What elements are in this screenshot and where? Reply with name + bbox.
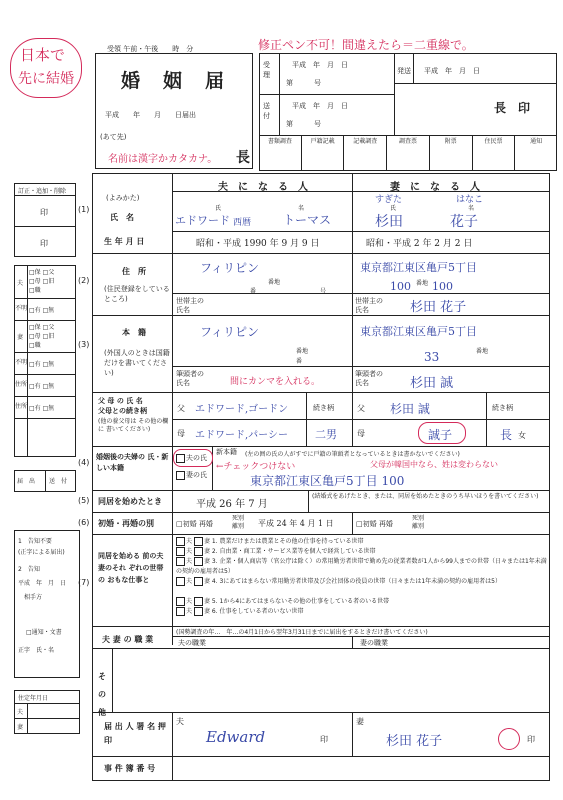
cohabit-date[interactable]: 平成 26 年 7 月 <box>196 499 268 510</box>
office-col: 戸籍記載 <box>302 136 345 170</box>
office-col: 記載調査 <box>344 136 387 170</box>
h-first-marriage[interactable]: □初婚 再婚 <box>176 520 213 528</box>
residence-date: 住定年月日 <box>18 695 49 702</box>
husband-job-label: 夫の職業 <box>178 639 206 647</box>
occupation-item-3[interactable]: 夫 妻 3. 企業・個人商店等（官公庁は除く）の常用勤労者世帯で勤め先の従業者数が1人から99人までの世帯（日々または1年未満の契約の雇用者は5） <box>176 558 547 575</box>
form-title: 婚 姻 届 <box>121 70 227 92</box>
parents-label: 父 母 の 氏 名 父母との続き柄 <box>98 397 147 415</box>
h-relation[interactable]: 二男 <box>315 428 337 441</box>
w-surname[interactable]: 杉田 <box>375 214 403 230</box>
section-5: (5) <box>78 496 90 505</box>
annotation-parents-note: 間にカンマを入れる。 <box>230 377 321 387</box>
w-banchi: 番地 <box>416 280 429 287</box>
w-honseki-no[interactable]: 33 <box>424 350 440 364</box>
dispatch-label: 発送 <box>397 67 411 75</box>
w-banchi-value-2[interactable]: 100 <box>432 280 453 293</box>
parents-note-label: (他の養父母は その他の欄に 書いてください) <box>98 418 169 433</box>
h-surname-label: 氏 <box>215 205 222 212</box>
cohabit-label: 同居を始めたとき <box>98 497 162 506</box>
w-honseki-banchi: 番地 <box>476 348 489 355</box>
side-seal-2: 印 <box>40 239 48 248</box>
marriage-name-label: 婚姻後の夫婦の 氏・新しい本籍 <box>96 453 169 472</box>
side-row-label: 夫 <box>17 280 24 287</box>
honseki-note: (外国人のときは国籍だけを書いてください) <box>104 349 170 377</box>
occupation-item-6[interactable]: 夫 妻 6. 仕事をしている者のいない世帯 <box>176 607 548 617</box>
office-cols <box>259 136 557 170</box>
w-mother-label: 母 <box>357 429 365 438</box>
to-label: (あて先) <box>100 133 127 141</box>
w-head-label: 筆頭者の氏名 <box>355 370 383 387</box>
delivery-date: 平成 年 月 日 <box>292 102 348 110</box>
reception-label: 受理 <box>263 61 270 79</box>
annotation-name-note: 名前は漢字かカタカナ。 <box>108 154 218 165</box>
residence-wife: 妻 <box>17 724 24 731</box>
h-honseki[interactable]: フィリピン <box>200 325 260 339</box>
verify-send: 送 付 <box>49 478 68 485</box>
receipt-line: 受領 午前・午後 時 分 <box>107 45 194 53</box>
section-3: (3) <box>78 340 90 349</box>
annotation-stamp-line1: 日本で <box>20 46 66 64</box>
notice-person: 相手方 <box>24 594 43 601</box>
section-6: (6) <box>78 518 90 527</box>
w-seal: 印 <box>527 735 535 744</box>
verify-submit: 届 出 <box>17 478 36 485</box>
remarriage-date[interactable]: 平成 24 年 4 月 1 日 <box>258 519 334 528</box>
office-col: 調査票 <box>387 136 430 170</box>
new-reg-value[interactable]: 東京都江東区亀戸5丁目 100 <box>250 474 405 488</box>
w-sign-label: 妻 <box>356 717 364 726</box>
side-seal-1: 印 <box>40 208 48 217</box>
h-sign-label: 夫 <box>176 717 184 726</box>
reading-label: (よみかた) <box>106 194 140 202</box>
h-signature[interactable]: Edward <box>206 728 266 746</box>
residence-husband: 夫 <box>17 709 24 716</box>
date-line: 平成 年 月 日届出 <box>105 111 196 119</box>
h-surname-kana-note: 西暦 <box>233 218 252 228</box>
w-banchi-value[interactable]: 100 <box>390 280 411 293</box>
husband-name-check[interactable]: 夫の氏 <box>176 453 207 463</box>
seal-label: 長 印 <box>494 101 531 115</box>
occupation-item-5[interactable]: 夫 妻 5. 1から4にあてはまらないその他の仕事をしている者のいる世帯 <box>176 597 548 607</box>
h-mother-label: 母 <box>177 429 185 438</box>
h-householder-label: 世帯主の氏名 <box>176 297 204 314</box>
side-row-label: 不明 <box>15 359 28 366</box>
office-col: 書類調査 <box>259 136 302 170</box>
w-father[interactable]: 杉田 誠 <box>390 402 430 416</box>
w-householder[interactable]: 杉田 花子 <box>410 300 467 315</box>
annotation-reg-note: 父母が韓国中なら、姓は変わらない <box>370 460 498 469</box>
wife-name-check[interactable]: 妻の氏 <box>176 470 207 480</box>
h-given-kana[interactable]: トーマス <box>283 213 332 227</box>
w-surname-label: 氏 <box>390 205 397 212</box>
side-row-items: □保 □父 □母 □旧 □職 <box>29 269 55 294</box>
h-given-label: 名 <box>298 205 305 212</box>
dispatch-date: 平成 年 月 日 <box>424 67 480 75</box>
w-first-marriage[interactable]: □初婚 再婚 <box>356 520 393 528</box>
occupation-item-2[interactable]: 夫 妻 2. 自由業・商工業・サービス業等を個人で経営している世帯 <box>176 547 548 557</box>
w-given[interactable]: 花子 <box>450 214 478 230</box>
w-seal-stamp <box>498 728 520 750</box>
side-row-label: 住所 <box>15 381 28 388</box>
w-given-kana[interactable]: はなこ <box>456 195 484 205</box>
h-address[interactable]: フィリピン <box>200 261 260 275</box>
section-7: (7) <box>78 578 90 587</box>
notice-title-1: 1 告知不要 <box>18 538 52 545</box>
side-row-label: 不明 <box>15 305 28 312</box>
w-signature[interactable]: 杉田 花子 <box>386 734 443 749</box>
honseki-label: 本 籍 <box>122 328 146 337</box>
h-surname-kana[interactable]: エドワード <box>175 214 230 227</box>
census-note: (国勢調査の年… 年…の4月1日から翌年3月31日までに届出をするときだけ書いてください) <box>176 629 428 636</box>
notice-doc: □通知・文書 <box>26 629 62 636</box>
address-label: 住 所 <box>122 267 146 276</box>
remarriage-label: 初婚・再婚の別 <box>98 519 154 528</box>
annotation-stamp-line2: 先に結婚 <box>18 71 74 87</box>
reception-date: 平成 年 月 日 <box>292 61 348 69</box>
h-father-label: 父 <box>177 404 185 413</box>
side-row-items: □保 □父 □母 □旧 □職 <box>29 324 55 349</box>
section-2: (2) <box>78 276 90 285</box>
w-address[interactable]: 東京都江東区亀戸5丁目 <box>360 261 477 274</box>
h-seal: 印 <box>320 735 328 744</box>
office-col: 通知 <box>530 138 543 145</box>
delivery-label: 送付 <box>263 102 270 120</box>
side-row-items: □有 □無 <box>29 307 55 314</box>
h-honseki-banchi: 番地 <box>296 348 309 355</box>
correction-label: 訂正・追加・削除 <box>18 188 67 195</box>
w-given-label: 名 <box>468 205 475 212</box>
w-head[interactable]: 杉田 誠 <box>410 376 454 391</box>
wife-job-label: 妻の職業 <box>360 639 388 647</box>
case-number-label: 事 件 簿 番 号 <box>104 764 156 773</box>
h-go: 号 <box>320 288 327 295</box>
occupation-item-1[interactable]: 夫 妻 1. 農業だけまたは農業とその他の仕事を持っている世帯 <box>176 537 548 547</box>
delivery-number: 第 号 <box>286 120 321 128</box>
notice-note: (正字による届出) <box>18 549 65 556</box>
occupation-title: 同居を始める 前の夫妻のそれ ぞれの世帯の おもな仕事と <box>98 552 164 584</box>
office-col: 住民票 <box>473 136 516 170</box>
h-death-divorce: 死別 離別 <box>232 515 245 530</box>
h-ban: 番 <box>250 288 257 295</box>
office-col: 附票 <box>430 136 473 170</box>
w-relation-suffix: 女 <box>518 431 526 440</box>
side-row-label: 妻 <box>17 334 24 341</box>
address-note: (住民登録をしているところ) <box>104 285 170 303</box>
occupation-item-4[interactable]: 夫 妻 4. 3にあてはまらない常用勤労者世帯及び会社団体の役員の世帯（日々または1年未満の契約の雇用者は5） <box>176 577 548 597</box>
reception-number: 第 号 <box>286 79 321 87</box>
w-householder-label: 世帯主の氏名 <box>355 297 383 314</box>
h-relation-label: 続き柄 <box>313 404 334 412</box>
side-row-items: □有 □無 <box>29 361 55 368</box>
w-father-label: 父 <box>357 404 365 413</box>
chief-label: 長 <box>236 150 250 166</box>
w-mother[interactable]: 誠子 <box>428 428 453 442</box>
h-head-label: 筆頭者の氏名 <box>176 370 204 387</box>
husband-header: 夫 に な る 人 <box>218 182 308 193</box>
side-row-items: □有 □無 <box>29 383 55 390</box>
section-1: (1) <box>78 205 90 214</box>
h-mother[interactable]: エドワード,パーシー <box>195 430 288 441</box>
notice-date: 平成 年 月 日 <box>18 580 67 587</box>
w-honseki[interactable]: 東京都江東区亀戸5丁目 <box>360 325 477 338</box>
occupation-list <box>176 537 548 617</box>
birth-label: 生 年 月 日 <box>104 237 145 246</box>
annotation-top-note: 修正ペン不可！間違えたら＝二重線で。 <box>258 38 474 52</box>
w-relation[interactable]: 長 <box>500 428 513 442</box>
name-check-circle <box>173 449 213 467</box>
signature-title: 届 出 人 署 名 押 印 <box>104 722 166 745</box>
h-banchi: 番地 <box>268 279 281 286</box>
cohabit-note: (結婚式をあげたとき、または、同居を始めたときのうち早いほうを書いてください) <box>312 493 539 500</box>
new-reg-note: (左の囲の氏の人がすでに戸籍の筆頭者となっているときは書かないでください) <box>245 451 460 458</box>
new-reg-label: 新本籍 <box>216 448 237 456</box>
notice-name: 正字 氏・名 <box>18 647 55 654</box>
wife-header: 妻 に な る 人 <box>390 182 480 193</box>
w-mother-circle <box>418 422 466 444</box>
annotation-check-note: ←チェックつけない <box>216 462 296 472</box>
w-relation-label: 続き柄 <box>492 404 513 412</box>
section-4: (4) <box>78 458 90 467</box>
job-title: 夫 妻 の 職 業 <box>102 635 154 644</box>
side-row-items: □有 □無 <box>29 405 55 412</box>
h-birth[interactable]: 昭和・平成 1990 年 9 月 9 日 <box>196 239 320 249</box>
notice-title-2: 2 告知 <box>18 566 40 573</box>
name-label: 氏 名 <box>110 213 134 222</box>
w-death-divorce: 死別 離別 <box>412 515 425 530</box>
other-label: そ の 他 <box>98 672 106 717</box>
w-surname-kana[interactable]: すぎた <box>375 195 403 205</box>
side-row-label: 住所 <box>15 403 28 410</box>
h-father[interactable]: エドワード,ゴードン <box>195 404 289 415</box>
w-birth[interactable]: 昭和・平成 2 年 2 月 2 日 <box>366 239 473 249</box>
h-honseki-ban: 番 <box>296 358 303 365</box>
